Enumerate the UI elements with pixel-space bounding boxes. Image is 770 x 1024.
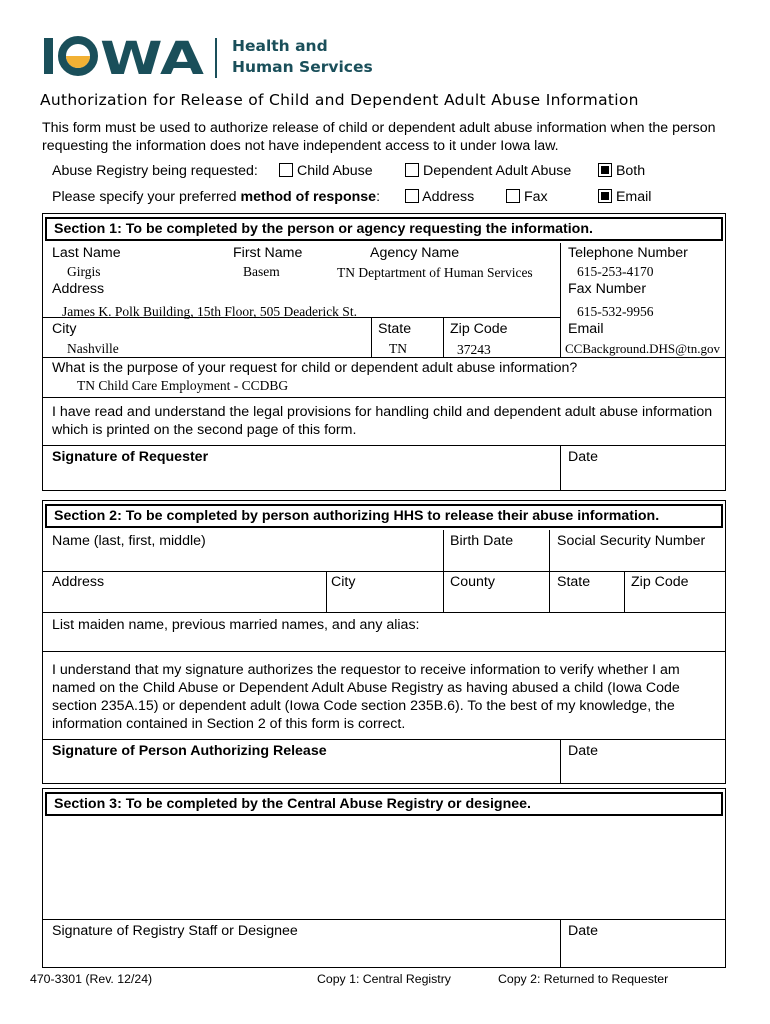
city-label: City	[52, 321, 77, 337]
s1-hline-purpose	[42, 357, 726, 358]
address-label: Address	[52, 281, 105, 297]
form-title: Authorization for Release of Child and Dependent Adult Abuse Information	[40, 91, 639, 109]
both-label: Both	[615, 163, 646, 179]
first-name-label: First Name	[233, 245, 303, 261]
child-abuse-checkbox[interactable]	[279, 163, 293, 177]
iowa-logo	[42, 30, 212, 78]
agency-line-2: Human Services	[232, 58, 373, 76]
section2-heading: Section 2: To be completed by person authorizing HHS to release their abuse information.	[45, 504, 723, 528]
agency-name-label: Agency Name	[370, 245, 460, 261]
s1-hline-sig	[42, 445, 726, 446]
agency-line-1: Health and	[232, 37, 328, 55]
registry-date-label: Date	[568, 923, 598, 939]
registry-label: Abuse Registry being requested:	[52, 163, 258, 179]
ssn-label: Social Security Number	[557, 533, 706, 549]
agency-name-value[interactable]: TN Deptartment of Human Services	[337, 265, 533, 280]
email-label: Email	[568, 321, 604, 337]
fax-value[interactable]: 615-532-9956	[577, 304, 654, 319]
authorizer-date-label: Date	[568, 743, 598, 759]
s1-divider-zip	[443, 317, 444, 357]
requester-date-label: Date	[568, 449, 598, 465]
copy2-note: Copy 2: Returned to Requester	[498, 972, 669, 986]
method-label-suffix: :	[376, 189, 381, 205]
state-value[interactable]: TN	[389, 341, 407, 356]
s2-divider-date	[560, 739, 561, 784]
logo-divider	[215, 38, 217, 78]
consent-text: I understand that my signature authorizes the requestor to receive information to verify whether I am named on the Child Abuse or Dependent Adult Abuse Registry as having abused a child (Iowa Code section 235A.15) or dependent adult (Iowa Code section 235B.6). To the best of my knowledge, the information contained in Section 2 of this form is correct.	[52, 662, 680, 732]
trademark-mark: TM	[193, 70, 201, 76]
option-fax[interactable]	[506, 187, 548, 207]
email-value[interactable]: CCBackground.DHS@tn.gov	[565, 341, 720, 356]
svg-text:WA: WA	[100, 32, 205, 78]
telephone-label: Telephone Number	[568, 245, 688, 261]
authorizer-county-label: County	[450, 574, 495, 590]
state-label: State	[378, 321, 412, 337]
s2-divider-zip	[624, 571, 625, 612]
agency-name	[232, 36, 373, 78]
s2-hline-sig	[42, 739, 726, 740]
requester-signature-label: Signature of Requester	[52, 449, 209, 465]
form-number: 470-3301 (Rev. 12/24)	[30, 972, 153, 986]
both-checkbox[interactable]	[598, 163, 612, 177]
first-name-value[interactable]: Basem	[243, 264, 280, 279]
s2-divider-city	[326, 571, 327, 612]
registry-signature-label: Signature of Registry Staff or Designee	[52, 923, 298, 939]
dependent-adult-checkbox[interactable]	[405, 163, 419, 177]
option-both[interactable]	[598, 161, 645, 181]
s3-divider-date	[560, 919, 561, 968]
fax-checkbox[interactable]	[506, 189, 520, 203]
address-option-label: Address	[422, 189, 475, 205]
zip-label: Zip Code	[450, 321, 508, 337]
section3-heading: Section 3: To be completed by the Central Abuse Registry or designee.	[45, 792, 723, 816]
authorizer-state-label: State	[557, 574, 591, 590]
email-checkbox[interactable]	[598, 189, 612, 203]
last-name-label: Last Name	[52, 245, 121, 261]
address-checkbox[interactable]	[405, 189, 419, 203]
section1-heading: Section 1: To be completed by the person or agency requesting the information.	[45, 217, 723, 241]
address-value[interactable]: James K. Polk Building, 15th Floor, 505 Deaderick St.	[62, 304, 357, 319]
authorizer-name-label: Name (last, first, middle)	[52, 533, 206, 549]
method-row	[52, 187, 380, 207]
authorizer-signature-label: Signature of Person Authorizing Release	[52, 743, 327, 759]
option-email[interactable]	[598, 187, 651, 207]
purpose-label: What is the purpose of your request for child or dependent adult abuse information?	[52, 360, 578, 376]
email-option-label: Email	[615, 189, 652, 205]
s1-divider-right	[560, 243, 561, 357]
method-label-prefix: Please specify your preferred	[52, 189, 241, 205]
s1-divider-state	[371, 317, 372, 357]
birth-date-label: Birth Date	[450, 533, 514, 549]
option-address[interactable]	[405, 187, 474, 207]
intro-text: This form must be used to authorize release of child or dependent adult abuse information when the person requesting the information does not have independent access to it under Iowa law.	[42, 120, 716, 154]
authorizer-city-label: City	[331, 574, 356, 590]
registry-row	[52, 161, 258, 181]
s2-hline-address	[42, 571, 726, 572]
option-dependent-adult-abuse[interactable]	[405, 161, 571, 181]
zip-value[interactable]: 37243	[457, 342, 491, 357]
legal-provisions-text: I have read and understand the legal provisions for handling child and dependent adult abuse information which is printed on the second page of this form.	[52, 404, 713, 438]
copy1-note: Copy 1: Central Registry	[317, 972, 451, 986]
last-name-value[interactable]: Girgis	[67, 264, 101, 279]
purpose-value[interactable]: TN Child Care Employment - CCDBG	[77, 378, 289, 393]
telephone-value[interactable]: 615-253-4170	[577, 264, 654, 279]
option-child-abuse[interactable]	[279, 161, 373, 181]
city-value[interactable]: Nashville	[67, 341, 119, 356]
method-label-bold: method of response	[240, 189, 377, 205]
fax-option-label: Fax	[523, 189, 548, 205]
child-abuse-label: Child Abuse	[296, 163, 373, 179]
s1-hline-legal	[42, 397, 726, 398]
s2-hline-alias	[42, 612, 726, 613]
alias-label: List maiden name, previous married names, and any alias:	[52, 617, 420, 633]
authorizer-zip-label: Zip Code	[631, 574, 689, 590]
s3-hline-sig	[42, 919, 726, 920]
dependent-adult-label: Dependent Adult Abuse	[422, 163, 572, 179]
s1-divider-date	[560, 445, 561, 491]
fax-label: Fax Number	[568, 281, 647, 297]
s2-hline-consent	[42, 651, 726, 652]
authorizer-address-label: Address	[52, 574, 105, 590]
